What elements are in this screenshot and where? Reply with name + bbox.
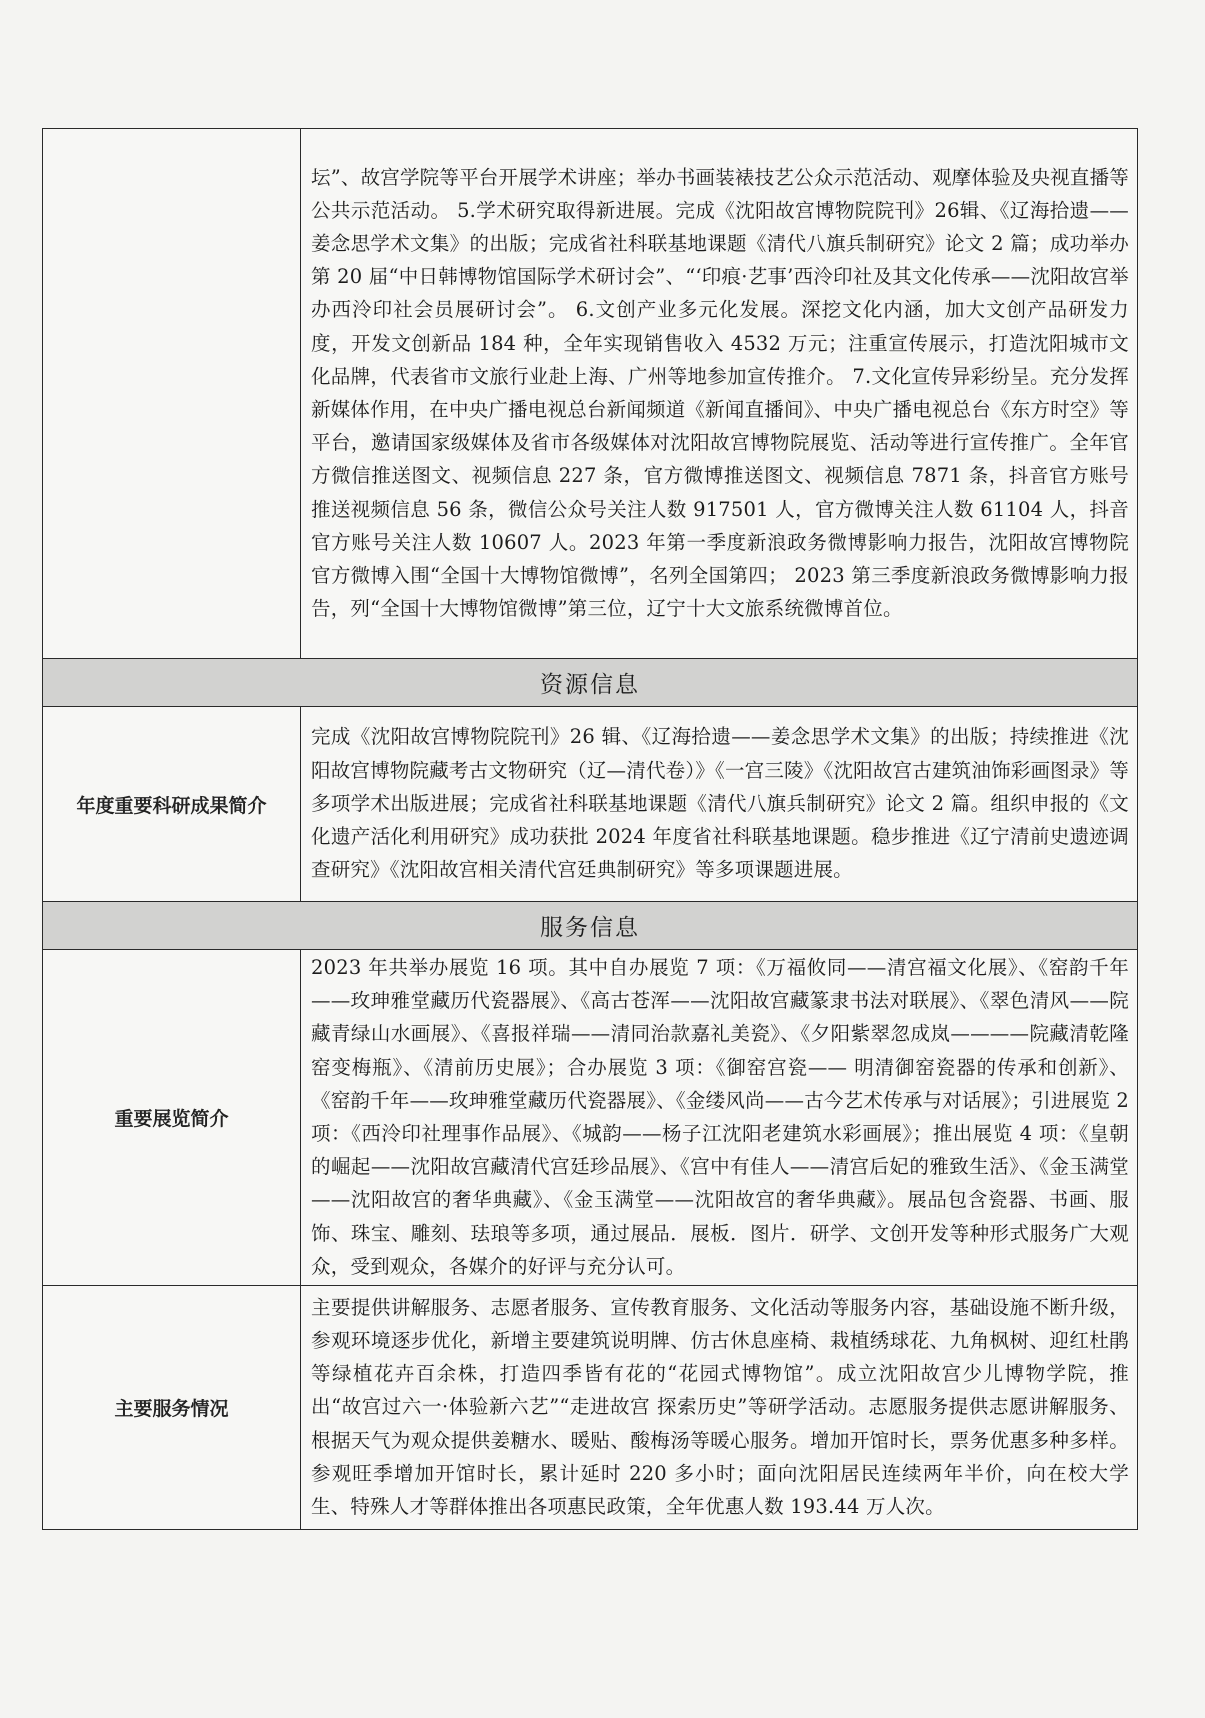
intro-continued-row	[43, 129, 1138, 659]
research-label: 年度重要科研成果简介	[43, 707, 301, 902]
research-text: 完成《沈阳故宫博物院院刊》26 辑、《辽海拾遗——姜念思学术文集》的出版；持续推进《沈阳故宫博物院藏考古文物研究（辽—清代卷）》《一宫三陵》《沈阳故宫古建筑油饰彩画图录》等多项学术出版进展；完成省社科联基地课题《清代八旗兵制研究》论文 2 篇。组织申报的《文化遗产活化利用研究》成功获批 2024 年度省社科联基地课题。稳步推进《辽宁清前史遗迹调查研究》《沈阳故宫相关清代宫廷典制研究》等多项课题进展。	[301, 707, 1138, 902]
empty-label-cell	[43, 129, 301, 659]
intro-continued-text: 坛”、故宫学院等平台开展学术讲座；举办书画装裱技艺公众示范活动、观摩体验及央视直播等公共示范活动。 5.学术研究取得新进展。完成《沈阳故宫博物院院刊》26辑、《辽海拾遗——姜念思学术文集》的出版；完成省社科联基地课题《清代八旗兵制研究》论文 2 篇；成功举办第 20 届“中日韩博物馆国际学术研讨会”、“‘印痕·艺事’西泠印社及其文化传承——沈阳故宫举办西泠印社会员展研讨会”。 6.文创产业多元化发展。深挖文化内涵，加大文创产品研发力度，开发文创新品 184 种，全年实现销售收入 4532 万元；注重宣传展示，打造沈阳城市文化品牌，代表省市文旅行业赴上海、广州等地参加宣传推介。 7.文化宣传异彩纷呈。充分发挥新媒体作用，在中央广播电视总台新闻频道《新闻直播间》、中央广播电视总台《东方时空》等平台，邀请国家级媒体及省市各级媒体对沈阳故宫博物院展览、活动等进行宣传推广。全年官方微信推送图文、视频信息 227 条，官方微博推送图文、视频信息 7871 条，抖音官方账号推送视频信息 56 条，微信公众号关注人数 917501 人，官方微博关注人数 61104 人，抖音官方账号关注人数 10607 人。2023 年第一季度新浪政务微博影响力报告，沈阳故宫博物院官方微博入围“全国十大博物馆微博”，名列全国第四； 2023 第三季度新浪政务微博影响力报告，列“全国十大博物馆微博”第三位，辽宁十大文旅系统微博首位。	[301, 129, 1138, 659]
exhibition-row	[43, 950, 1138, 1286]
resource-section-row	[43, 659, 1138, 707]
service-text: 主要提供讲解服务、志愿者服务、宣传教育服务、文化活动等服务内容，基础设施不断升级，参观环境逐步优化，新增主要建筑说明牌、仿古休息座椅、栽植绣球花、九角枫树、迎红杜鹃等绿植花卉百余株，打造四季皆有花的“花园式博物馆”。成立沈阳故宫少儿博物学院，推出“故宫过六一·体验新六艺”“走进故宫 探索历史”等研学活动。志愿服务提供志愿讲解服务、根据天气为观众提供姜糖水、暖贴、酸梅汤等暖心服务。增加开馆时长，票务优惠多种多样。参观旺季增加开馆时长，累计延时 220 多小时；面向沈阳居民连续两年半价，向在校大学生、特殊人才等群体推出各项惠民政策，全年优惠人数 193.44 万人次。	[301, 1286, 1138, 1530]
service-row	[43, 1286, 1138, 1530]
service-section-header: 服务信息	[43, 902, 1138, 950]
service-section-row	[43, 902, 1138, 950]
service-label: 主要服务情况	[43, 1286, 301, 1530]
research-row	[43, 707, 1138, 902]
resource-section-header: 资源信息	[43, 659, 1138, 707]
report-table	[42, 128, 1138, 1530]
exhibition-text: 2023 年共举办展览 16 项。其中自办展览 7 项：《万福攸同——清宫福文化展》、《窑韵千年——玫珅雅堂藏历代瓷器展》、《高古苍浑——沈阳故宫藏篆隶书法对联展》、《翠色清风——院藏青绿山水画展》、《喜报祥瑞——清同治款嘉礼美瓷》、《夕阳紫翠忽成岚————院藏清乾隆窑变梅瓶》、《清前历史展》；合办展览 3 项：《御窑宫瓷—— 明清御窑瓷器的传承和创新》、《窑韵千年——玫珅雅堂藏历代瓷器展》、《金缕风尚——古今艺术传承与对话展》；引进展览 2 项：《西泠印社理事作品展》、《城韵——杨子江沈阳老建筑水彩画展》；推出展览 4 项：《皇朝的崛起——沈阳故宫藏清代宫廷珍品展》、《宫中有佳人——清宫后妃的雅致生活》、《金玉满堂——沈阳故宫的奢华典藏》、《金玉满堂——沈阳故宫的奢华典藏》。展品包含瓷器、书画、服饰、珠宝、雕刻、珐琅等多项，通过展品．展板．图片．研学、文创开发等种形式服务广大观众，受到观众，各媒介的好评与充分认可。	[301, 950, 1138, 1286]
exhibition-label: 重要展览简介	[43, 950, 301, 1286]
